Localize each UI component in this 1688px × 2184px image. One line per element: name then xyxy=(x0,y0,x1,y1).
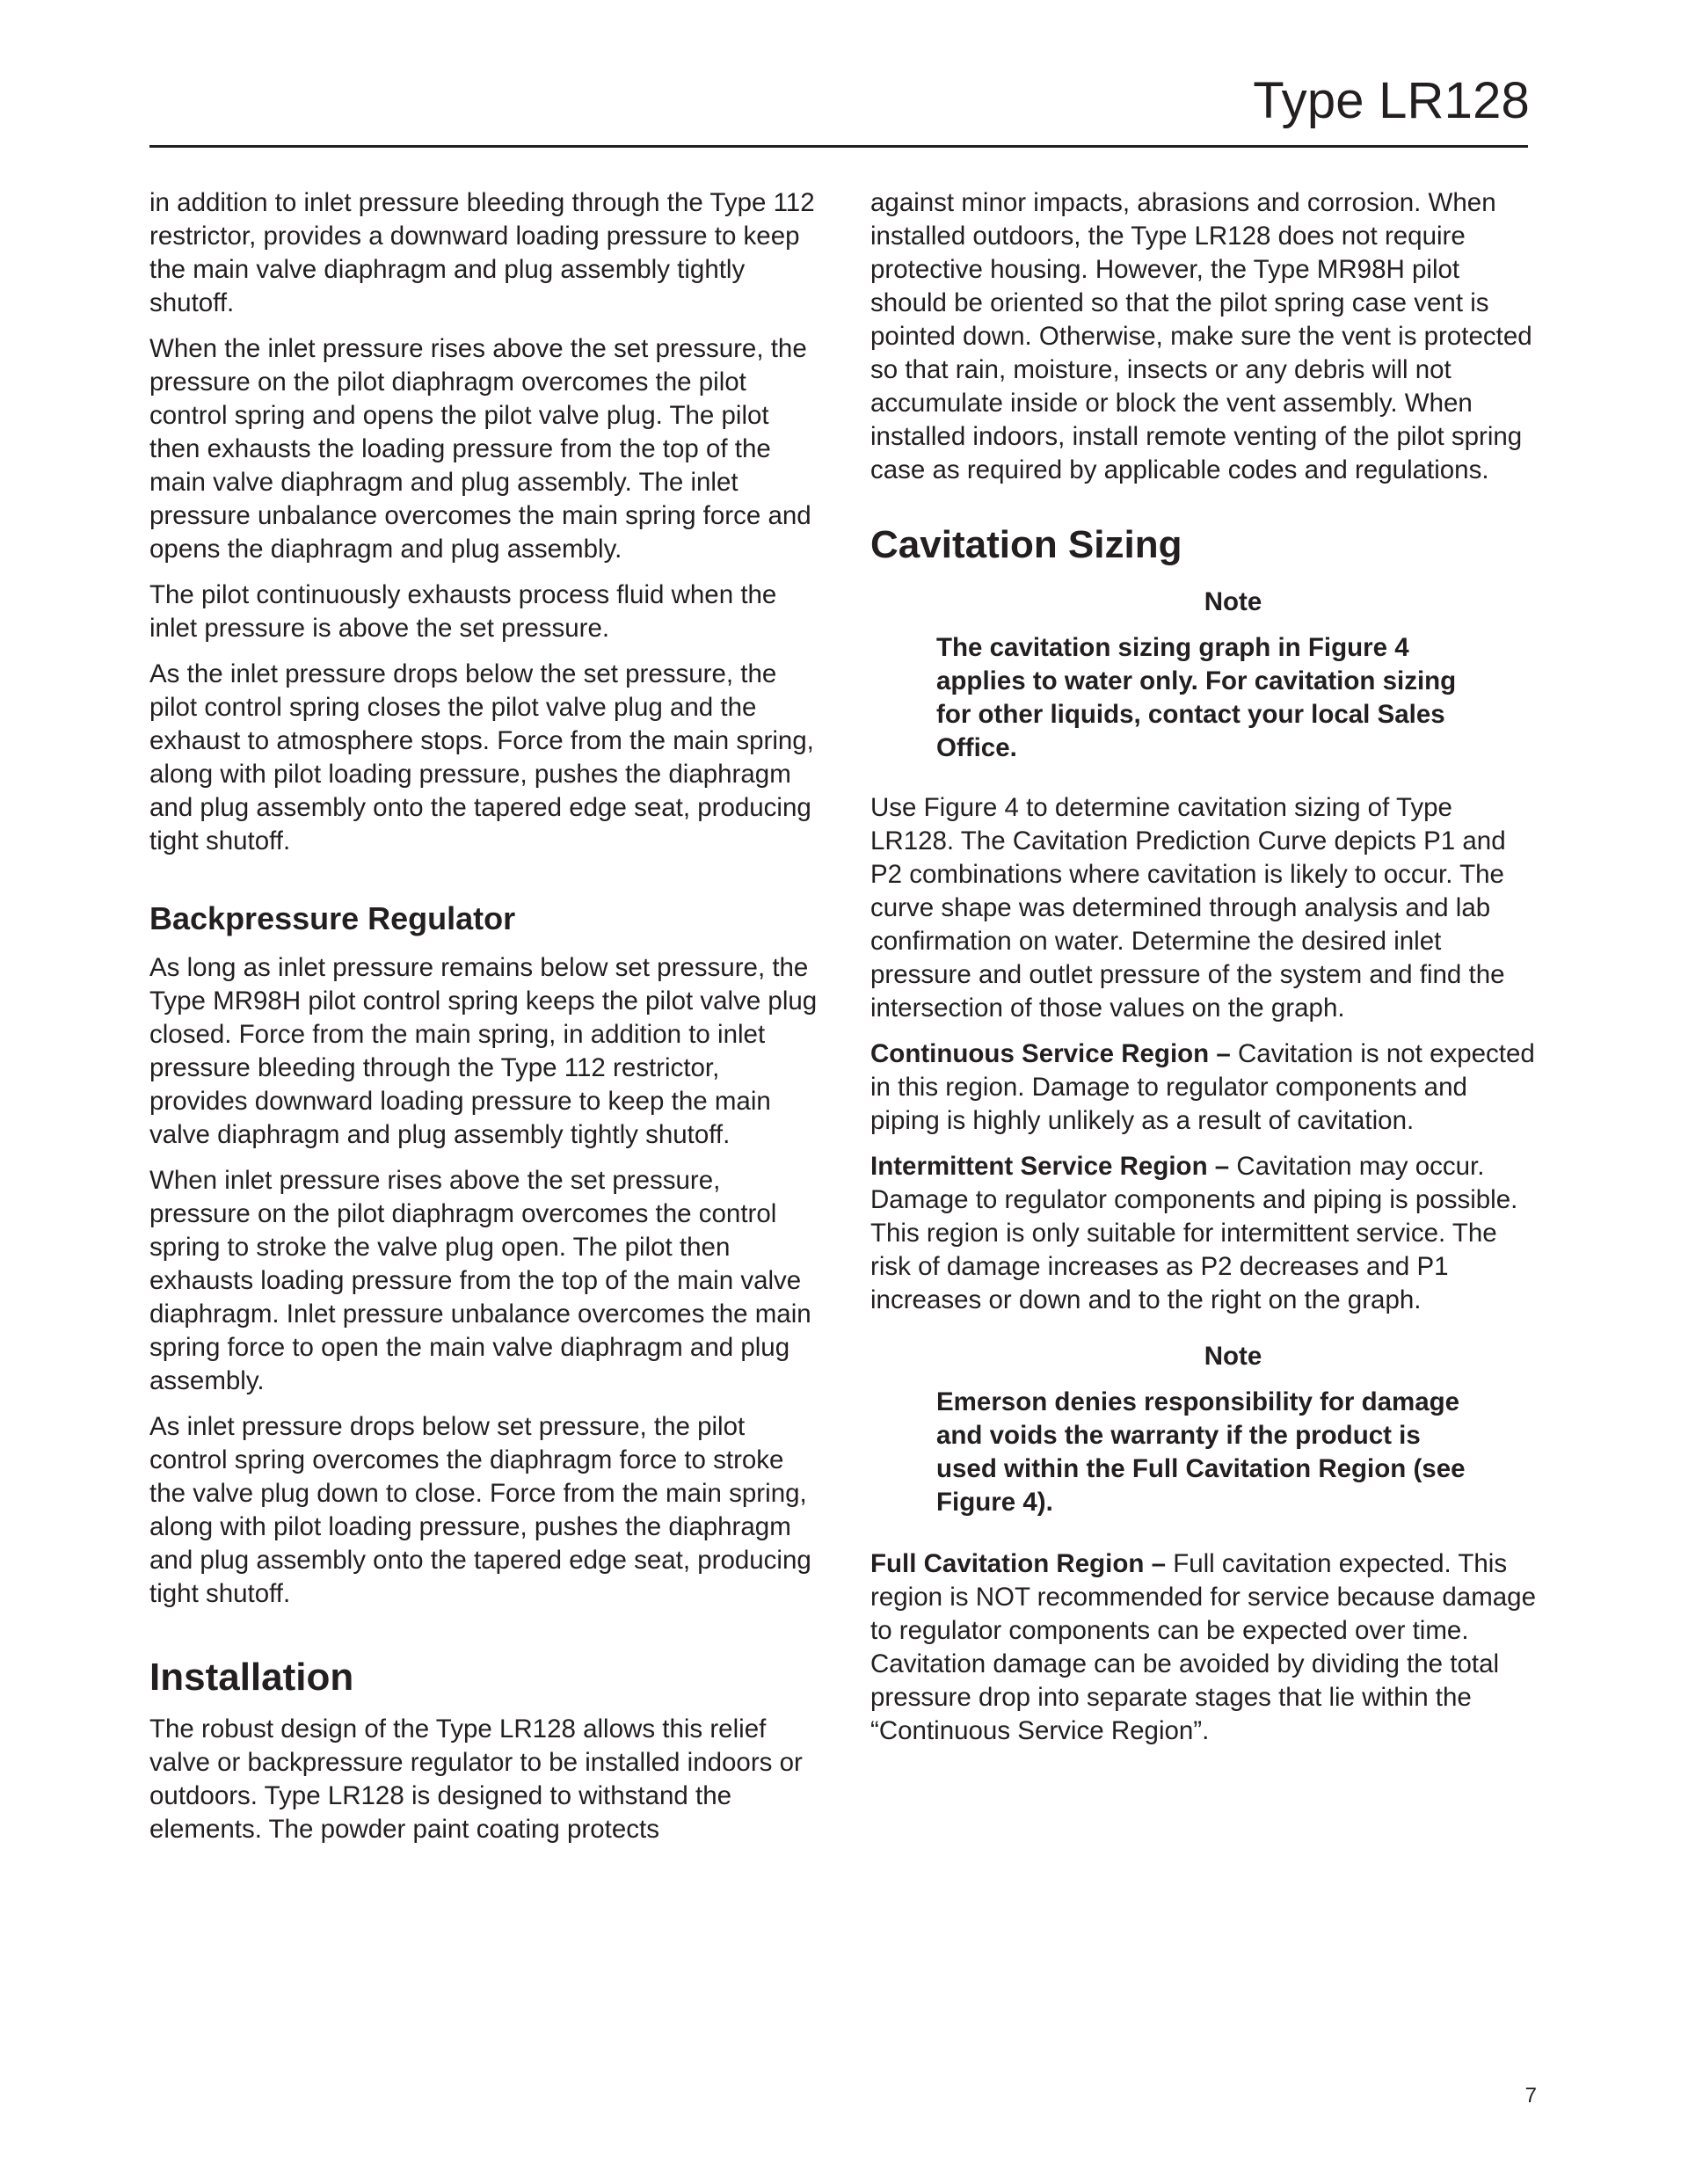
page-number: 7 xyxy=(1524,2084,1537,2108)
paragraph xyxy=(870,1150,1543,1317)
note-body: The cavitation sizing graph in Figure 4 applies to water only. For cavitation sizing for other liquids, contact your local Sales Office. xyxy=(936,633,1457,762)
region-description: Full cavitation expected. This region is NOT recommended for service because damage to regulator components can be expected over time. Cavitation damage can be avoided by dividing the total pressure drop into separate stages that lie within the “Continuous Service Region”. xyxy=(870,1549,1536,1745)
paragraph: against minor impacts, abrasions and corrosion. When installed outdoors, the Type LR128 does not require protective housing. However, the Type MR98H pilot should be oriented so that the pilot spring case vent is pointed down. Otherwise, make sure the vent is protected so that rain, moisture, insects or any debris will not accumulate inside or block the vent assembly. When installed indoors, install remote venting of the pilot spring case as required by applicable codes and regulations. xyxy=(870,188,1532,484)
paragraph: The robust design of the Type LR128 allows this relief valve or backpressure regulator to be installed indoors or outdoors. Type LR128 is designed to withstand the elements. The powder paint coating protects xyxy=(149,1714,803,1844)
paragraph: The pilot continuously exhausts process fluid when the inlet pressure is above the set pressure. xyxy=(149,580,777,643)
paragraph: in addition to inlet pressure bleeding through the Type 112 restrictor, provides a downward loading pressure to keep the main valve diaphragm and plug assembly tightly shutoff. xyxy=(149,188,815,317)
paragraph xyxy=(870,1547,1543,1748)
region-term: Intermittent Service Region – xyxy=(870,1152,1230,1181)
page-title: Type LR128 xyxy=(1253,72,1530,129)
paragraph: As the inlet pressure drops below the set pressure, the pilot control spring closes the pilot valve plug and the exhaust to atmosphere stops. Force from the main spring, along with pilot loading pressure, pushes the diaphragm and plug assembly onto the tapered edge seat, producing tight shutoff. xyxy=(149,659,814,855)
region-description: Cavitation may occur. Damage to regulator components and piping is possible. This region is only suitable for intermittent service. The risk of damage increases as P2 decreases and P1 increases or down and to the right on the graph. xyxy=(870,1152,1518,1314)
paragraph: As inlet pressure drops below set pressure, the pilot control spring overcomes the diaphragm force to stroke the valve plug down to close. Force from the main spring, along with pilot loading pressure, pushes the diaphragm and plug assembly onto the tapered edge seat, producing tight shutoff. xyxy=(149,1412,811,1608)
note-box xyxy=(870,586,1543,765)
section-heading-cavitation-sizing: Cavitation Sizing xyxy=(870,523,1182,566)
paragraph: Use Figure 4 to determine cavitation sizing of Type LR128. The Cavitation Prediction Curve depicts P1 and P2 combinations where cavitation is likely to occur. The curve shape was determined through analysis and lab confirmation on water. Determine the desired inlet pressure and outlet pressure of the system and find the intersection of those values on the graph. xyxy=(870,793,1506,1023)
section-heading-installation: Installation xyxy=(149,1656,354,1699)
section-heading-backpressure-regulator: Backpressure Regulator xyxy=(149,900,516,936)
note-body: Emerson denies responsibility for damage and voids the warranty if the product is used within the Full Cavitation Region (see Figure 4). xyxy=(936,1387,1466,1517)
right-column xyxy=(870,186,1543,1760)
paragraph xyxy=(870,1037,1543,1138)
paragraph: When inlet pressure rises above the set pressure, pressure on the pilot diaphragm overcomes the control spring to stroke the valve plug open. The pilot then exhausts loading pressure from the top of the main valve diaphragm. Inlet pressure unbalance overcomes the main spring force to open the main valve diaphragm and plug assembly. xyxy=(149,1166,811,1395)
paragraph: When the inlet pressure rises above the set pressure, the pressure on the pilot diaphragm overcomes the pilot control spring and opens the pilot valve plug. The pilot then exhausts the loading pressure from the top of the main valve diaphragm and plug assembly. The inlet pressure unbalance overcomes the main spring force and opens the diaphragm and plug assembly. xyxy=(149,334,811,564)
left-column xyxy=(149,186,818,1859)
header-divider xyxy=(149,145,1528,148)
paragraph: As long as inlet pressure remains below set pressure, the Type MR98H pilot control spring keeps the pilot valve plug closed. Force from the main spring, in addition to inlet pressure bleeding through the Type 112 restrictor, provides downward loading pressure to keep the main valve diaphragm and plug assembly tightly shutoff. xyxy=(149,953,818,1149)
note-label: Note xyxy=(1204,587,1262,616)
region-description: Cavitation is not expected in this region. Damage to regulator components and piping is highly unlikely as a result of cavitation. xyxy=(870,1039,1535,1135)
note-label: Note xyxy=(1204,1342,1262,1371)
region-term: Continuous Service Region – xyxy=(870,1039,1231,1068)
note-box xyxy=(870,1340,1543,1519)
region-term: Full Cavitation Region – xyxy=(870,1549,1166,1578)
